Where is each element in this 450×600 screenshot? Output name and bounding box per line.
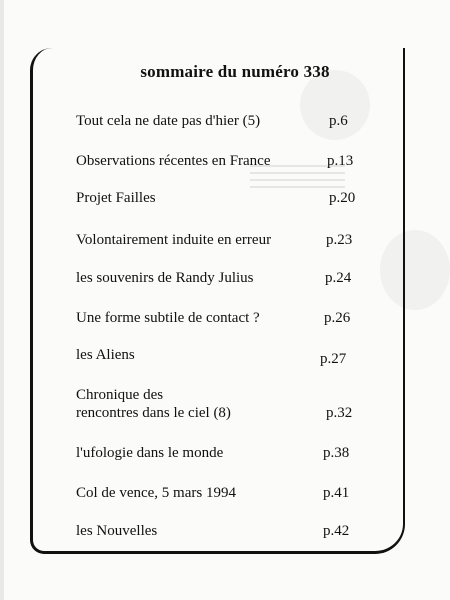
entry-page: p.6 (329, 113, 348, 129)
entry-title: Col de vence, 5 mars 1994 (76, 485, 236, 501)
entry-page: p.23 (326, 232, 353, 248)
entry-title-line-2: rencontres dans le ciel (8) (76, 405, 231, 421)
entry-title: Volontairement induite en erreur (76, 232, 272, 248)
entry-page: p.24 (325, 270, 352, 286)
entry-page: p.13 (327, 153, 354, 169)
entry-title: Projet Failles (76, 190, 156, 206)
entry-title: Observations récentes en France (76, 153, 271, 169)
entry-title-line-1: Chronique des (76, 387, 164, 403)
page-edge (0, 0, 4, 600)
entry-title: Tout cela ne date pas d'hier (5) (76, 113, 261, 129)
contents-title: sommaire du numéro 338 (140, 62, 330, 81)
entry-page: p.42 (323, 523, 350, 539)
entry-title: l'ufologie dans le monde (76, 445, 224, 461)
entry-page: p.38 (323, 445, 350, 461)
entry-page: p.27 (320, 351, 347, 367)
entry-title: les Aliens (76, 347, 135, 363)
entry-page: p.26 (324, 310, 351, 326)
entry-title: les souvenirs de Randy Julius (76, 270, 254, 286)
entry-title: les Nouvelles (76, 523, 158, 539)
toc-entry (76, 386, 366, 426)
entry-title: Une forme subtile de contact ? (76, 310, 260, 326)
entry-page: p.41 (323, 485, 350, 501)
entry-page: p.32 (326, 405, 353, 421)
entry-page: p.20 (329, 190, 356, 206)
